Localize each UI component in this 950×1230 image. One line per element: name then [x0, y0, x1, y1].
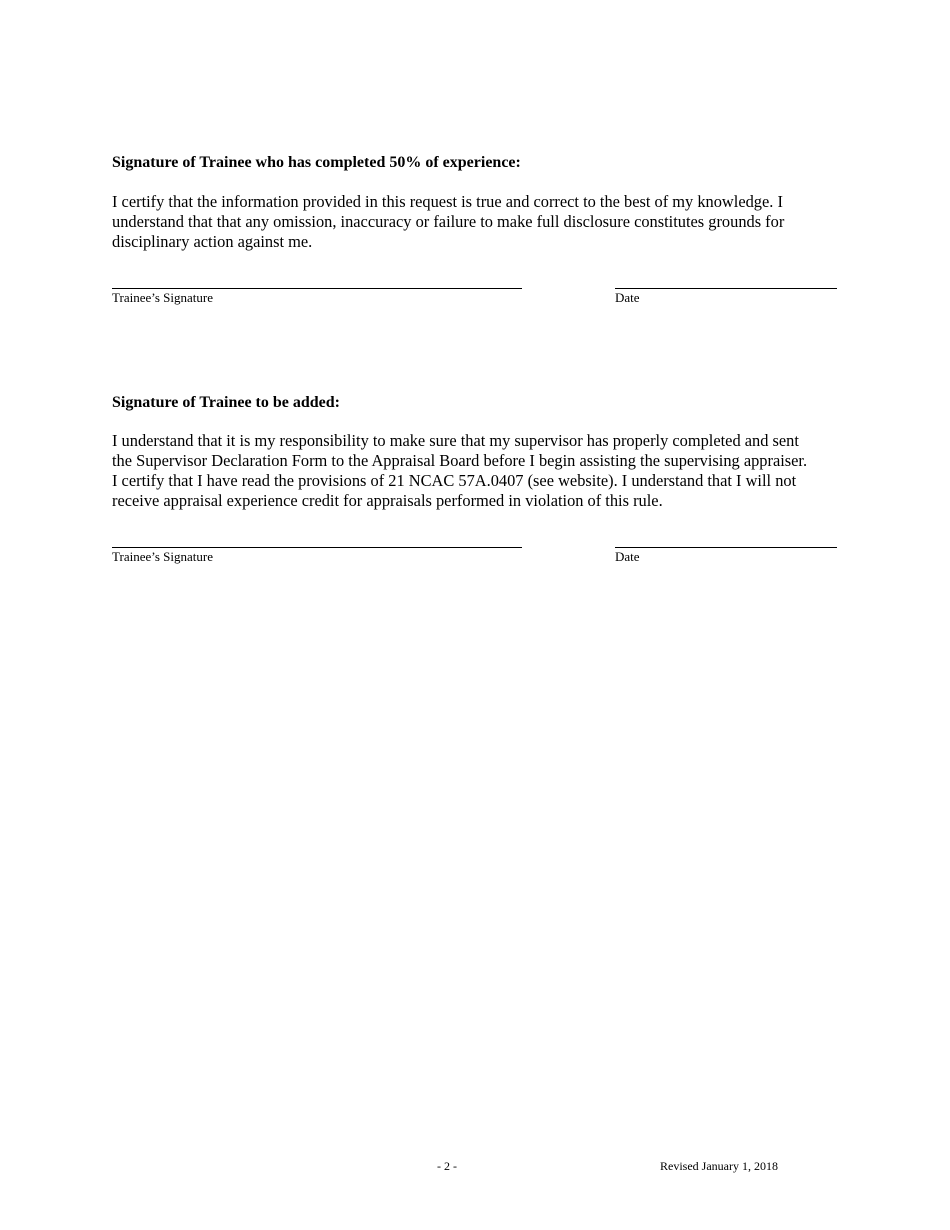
certification-line-2: understand that that any omission, inaccuracy or failure to make full disclosure constitutes grounds for	[112, 212, 785, 231]
trainee-signature-label: Trainee’s Signature	[112, 549, 213, 564]
responsibility-line-1: I understand that it is my responsibility to make sure that my supervisor has properly completed and sent	[112, 431, 799, 450]
responsibility-line-4: receive appraisal experience credit for appraisals performed in violation of this rule.	[112, 491, 663, 510]
date-label: Date	[615, 549, 640, 564]
responsibility-line-2: the Supervisor Declaration Form to the Appraisal Board before I begin assisting the supervising appraiser.	[112, 451, 808, 470]
certification-paragraph	[112, 192, 852, 252]
section-heading-to-be-added: Signature of Trainee to be added:	[112, 394, 341, 411]
trainee-signature-line	[112, 288, 522, 289]
date-line	[615, 547, 837, 548]
page-number: - 2 -	[437, 1159, 457, 1173]
date-line	[615, 288, 837, 289]
section-heading-50-percent: Signature of Trainee who has completed 50% of experience:	[112, 154, 521, 171]
trainee-signature-label: Trainee’s Signature	[112, 290, 213, 305]
responsibility-line-3: I certify that I have read the provisions of 21 NCAC 57A.0407 (see website). I understand that I will not	[112, 471, 797, 490]
trainee-signature-line	[112, 547, 522, 548]
revision-date: Revised January 1, 2018	[660, 1159, 778, 1173]
certification-line-1: I certify that the information provided in this request is true and correct to the best of my knowledge. I	[112, 192, 783, 211]
certification-line-3: disciplinary action against me.	[112, 232, 313, 251]
date-label: Date	[615, 290, 640, 305]
responsibility-paragraph	[112, 431, 852, 511]
